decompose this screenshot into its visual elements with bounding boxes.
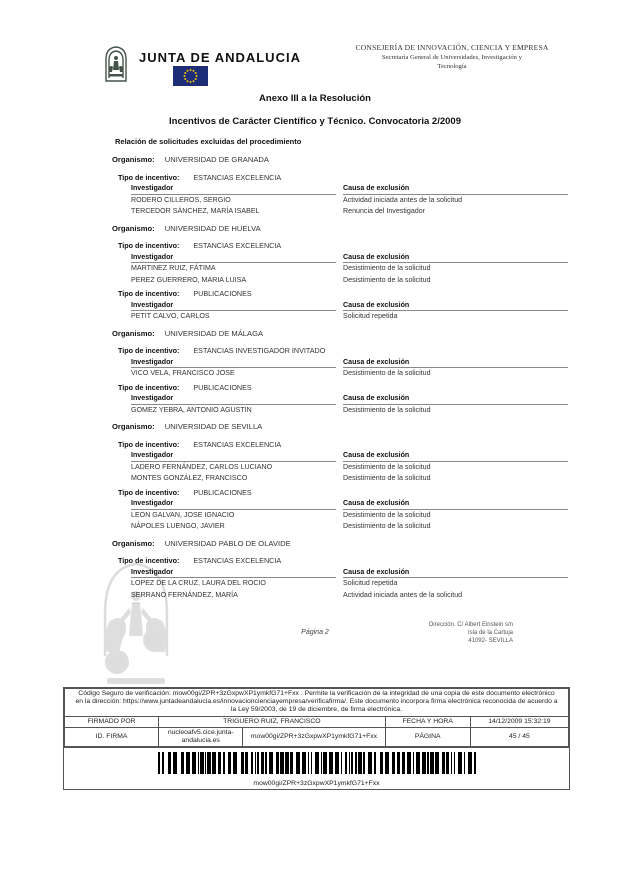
- incentive-block: [118, 439, 568, 485]
- junta-emblem-icon: [104, 45, 128, 88]
- consejeria-name: CONSEJERÍA DE INNOVACIÓN, CIENCIA Y EMPRESA: [355, 43, 549, 52]
- organism-section-granada: [112, 154, 568, 218]
- pagina-label: PÁGINA: [385, 727, 470, 746]
- organism-name: UNIVERSIDAD DE HUELVA: [164, 223, 261, 233]
- footer-address: [429, 621, 513, 645]
- causa-header: Causa de exclusión: [343, 300, 568, 312]
- table-row: [131, 195, 568, 207]
- incentive-type: ESTANCIAS EXCELENCIA: [193, 556, 282, 565]
- causa-value: Desistimiento de la solicitud: [343, 264, 431, 272]
- column-headers: [131, 498, 568, 510]
- investigador-header: Investigador: [131, 300, 336, 312]
- organism-section-sevilla: [112, 421, 568, 533]
- table-row: [131, 590, 568, 602]
- causa-header: Causa de exclusión: [343, 393, 568, 405]
- tipo-label: Tipo de incentivo:: [118, 241, 180, 250]
- table-row: [131, 311, 568, 323]
- organismo-label: Organismo:: [112, 155, 155, 164]
- investigador-name: TERCEDOR SÁNCHEZ, MARÍA ISABEL: [131, 207, 260, 215]
- investigador-header: Investigador: [131, 357, 336, 369]
- investigador-name: LEON GALVAN, JOSE IGNACIO: [131, 510, 235, 519]
- table-row: [131, 521, 568, 533]
- incentive-type: ESTANCIAS EXCELENCIA: [193, 439, 282, 449]
- causa-value: Desistimiento de la solicitud: [343, 522, 431, 530]
- table-row: [131, 473, 568, 485]
- consejeria-header: [333, 43, 571, 71]
- secretaria-line1: Secretaría General de Universidades, Investigación y: [382, 54, 522, 61]
- causa-header: Causa de exclusión: [343, 567, 568, 579]
- causa-value: Solicitud repetida: [343, 312, 398, 320]
- incentive-block: [118, 172, 568, 218]
- investigador-name: NÁPOLES LUENGO, JAVIER: [131, 522, 225, 530]
- table-row: [131, 368, 568, 380]
- table-row: [131, 263, 568, 275]
- column-headers: [131, 183, 568, 195]
- causa-header: Causa de exclusión: [343, 450, 568, 462]
- column-headers: [131, 252, 568, 264]
- investigador-header: Investigador: [131, 393, 336, 405]
- investigador-header: Investigador: [131, 498, 336, 510]
- causa-value: Actividad iniciada antes de la solicitud: [343, 195, 463, 204]
- fecha-hora-value: 14/12/2009 15:32:19: [470, 716, 568, 727]
- investigador-header: Investigador: [131, 450, 336, 462]
- incentive-block: [118, 345, 568, 380]
- incentive-type: ESTANCIAS EXCELENCIA: [193, 172, 282, 182]
- table-row: [131, 462, 568, 474]
- column-headers: [131, 357, 568, 369]
- organism-name: UNIVERSIDAD DE SEVILLA: [164, 422, 263, 431]
- incentive-type: ESTANCIAS EXCELENCIA: [193, 241, 282, 250]
- causa-value: Desistimiento de la solicitud: [343, 369, 431, 377]
- tipo-label: Tipo de incentivo:: [118, 439, 180, 449]
- id-firma-server: nucleoafv5.cice.junta-andalucia.es: [159, 727, 243, 746]
- tipo-label: Tipo de incentivo:: [118, 346, 180, 355]
- organism-section-malaga: [112, 328, 568, 417]
- incentive-block: [118, 240, 568, 286]
- investigador-name: PETIT CALVO, CARLOS: [131, 312, 210, 320]
- investigador-name: SERRANO FERNÁNDEZ, MARÍA: [131, 590, 238, 599]
- causa-header: Causa de exclusión: [343, 498, 568, 510]
- causa-value: Desistimiento de la solicitud: [343, 275, 431, 284]
- barcode: [158, 752, 476, 774]
- incentive-type: ESTANCIAS INVESTIGADOR INVITADO: [193, 346, 326, 355]
- causa-value: Desistimiento de la solicitud: [343, 462, 431, 471]
- organism-name: UNIVERSIDAD DE MÁLAGA: [164, 328, 264, 338]
- incentive-block: [118, 555, 568, 601]
- causa-header: Causa de exclusión: [343, 252, 568, 264]
- verification-code-text: Código Seguro de verificación: mow00gi/ZPR+3zGxpwXP1ymkfG71+Fxx . Permite la verificación de la integridad de una copia de este documento electrónico en la dirección: https://www.juntadeandalucia.es/innovacioncienciayempresa/verificafirma/. Este documento incorpora firma electrónica reconocida de acuerdo a la Ley 59/2003, de 19 de diciembre, de firma electrónica.: [65, 689, 569, 717]
- table-row: [131, 275, 568, 287]
- table-row: [131, 405, 568, 417]
- causa-header: Causa de exclusión: [343, 357, 568, 369]
- id-firma-label: ID. FIRMA: [65, 727, 159, 746]
- organism-name: UNIVERSIDAD PABLO DE OLAVIDE: [164, 538, 291, 548]
- column-headers: [131, 300, 568, 312]
- investigador-name: MONTES GONZÁLEZ, FRANCISCO: [131, 474, 248, 482]
- tipo-label: Tipo de incentivo:: [118, 382, 180, 392]
- investigador-name: MARTINEZ RUIZ, FÁTIMA: [131, 264, 216, 272]
- column-headers: [131, 567, 568, 579]
- investigador-name: RODERO CILLEROS, SERGIO: [131, 195, 231, 204]
- eu-flag-icon: [173, 66, 208, 86]
- verification-table: [64, 688, 569, 747]
- organismo-label: Organismo:: [112, 223, 155, 233]
- investigador-name: GOMEZ YEBRA, ANTONIO AGUSTIN: [131, 405, 252, 414]
- barcode-text: mow00gi/ZPR+3zGxpwXP1ymkfG71+Fxx: [253, 780, 380, 788]
- incentive-block: [118, 487, 568, 533]
- incentive-block: [118, 382, 568, 417]
- tipo-label: Tipo de incentivo:: [118, 172, 180, 182]
- causa-value: Actividad iniciada antes de la solicitud: [343, 590, 463, 599]
- barcode-box: [64, 747, 569, 789]
- causa-header: Causa de exclusión: [343, 183, 568, 195]
- firmado-por-label: FIRMADO POR: [65, 716, 159, 727]
- organismo-label: Organismo:: [112, 328, 155, 338]
- junta-logotype: JUNTA DE ANDALUCIA: [139, 50, 301, 65]
- table-row: [131, 206, 568, 218]
- list-heading: Relación de solicitudes excluidas del procedimiento: [115, 137, 302, 146]
- address-line1: Dirección. C/ Albert Einstein s/n: [428, 622, 513, 628]
- fecha-hora-label: FECHA Y HORA: [385, 716, 470, 727]
- address-line3: 41092- SEVILLA: [468, 638, 513, 644]
- doc-subtitle: Incentivos de Carácter Científico y Técnico. Convocatoria 2/2009: [169, 116, 461, 127]
- id-firma-code: mow00gi/ZPR+3zGxpwXP1ymkfG71+Fxx: [243, 727, 385, 746]
- organism-name: UNIVERSIDAD DE GRANADA: [164, 155, 269, 164]
- table-row: [131, 510, 568, 522]
- investigador-header: Investigador: [131, 567, 336, 579]
- organism-section-huelva: [112, 223, 568, 323]
- table-row: [131, 578, 568, 590]
- tipo-label: Tipo de incentivo:: [118, 487, 180, 497]
- investigador-name: VICO VELA, FRANCISCO JOSE: [131, 369, 235, 377]
- address-line2: Isla de la Cartuja: [467, 630, 513, 636]
- organismo-label: Organismo:: [112, 422, 155, 431]
- organismo-label: Organismo:: [112, 538, 155, 548]
- causa-value: Desistimiento de la solicitud: [343, 510, 431, 519]
- investigador-name: LOPEZ DE LA CRUZ, LAURA DEL ROCIO: [131, 579, 266, 587]
- column-headers: [131, 450, 568, 462]
- tipo-label: Tipo de incentivo:: [118, 556, 180, 565]
- pagina-value: 45 / 45: [470, 727, 568, 746]
- investigador-header: Investigador: [131, 183, 336, 195]
- investigador-header: Investigador: [131, 252, 336, 264]
- excluded-list: [112, 149, 568, 601]
- doc-title: Anexo III a la Resolución: [259, 93, 371, 104]
- causa-value: Desistimiento de la solicitud: [343, 405, 431, 414]
- investigador-name: PEREZ GUERRERO, MARIA LUISA: [131, 275, 247, 284]
- incentive-type: PUBLICACIONES: [193, 289, 252, 298]
- investigador-name: LADERO FERNÁNDEZ, CARLOS LUCIANO: [131, 462, 273, 471]
- organism-section-olavide: [112, 538, 568, 602]
- incentive-type: PUBLICACIONES: [193, 487, 252, 497]
- column-headers: [131, 393, 568, 405]
- tipo-label: Tipo de incentivo:: [118, 289, 180, 298]
- causa-value: Solicitud repetida: [343, 579, 398, 587]
- incentive-type: PUBLICACIONES: [193, 382, 252, 392]
- verification-block: [63, 687, 570, 790]
- page-number: Página 2: [301, 629, 329, 636]
- incentive-block: [118, 288, 568, 323]
- firmado-por-value: TRIGUERO RUIZ, FRANCISCO: [159, 716, 385, 727]
- causa-value: Renuncia del Investigador: [343, 207, 426, 215]
- causa-value: Desistimiento de la solicitud: [343, 474, 431, 482]
- secretaria-line2: Tecnología: [437, 62, 467, 70]
